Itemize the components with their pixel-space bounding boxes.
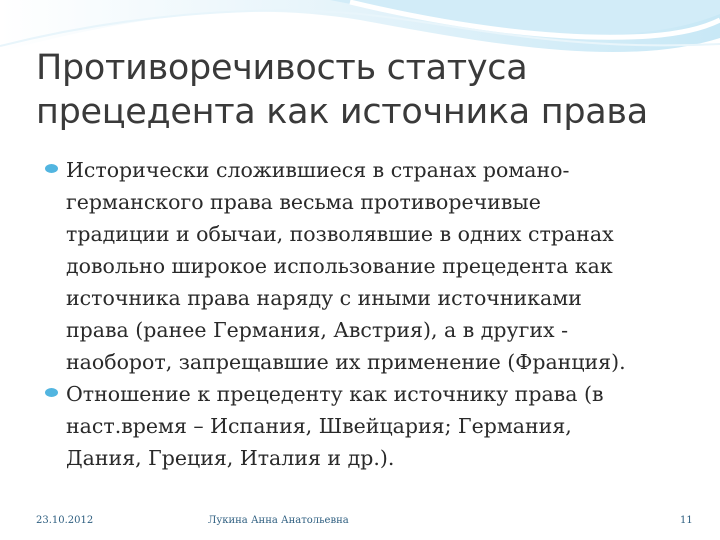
bullet-text: [66, 378, 704, 474]
bullet-line: наст.время – Испания, Швейцария; Германия,: [66, 414, 572, 438]
bullet-text: [66, 154, 704, 378]
page-number: 11: [680, 515, 693, 526]
bullet-line: наоборот, запрещавшие их применение (Франция).: [66, 350, 626, 374]
bullet-line: Отношение к прецеденту как источнику права (в: [66, 382, 604, 406]
slide-title-line: прецедента как источника права: [36, 92, 648, 132]
bullet-line: довольно широкое использование прецедента как: [66, 254, 613, 278]
bullet-list: [44, 154, 704, 474]
bullet-line: традиции и обычаи, позволявшие в одних странах: [66, 222, 614, 246]
footer-author: Лукина Анна Анатольевна: [208, 515, 349, 526]
bullet-line: Исторически сложившиеся в странах романо-: [66, 158, 570, 182]
slide-title: [36, 46, 696, 134]
bullet-icon: [45, 388, 58, 397]
bullet-line: Дания, Греция, Италия и др.).: [66, 446, 395, 470]
bullet-item: [44, 378, 704, 474]
bullet-line: права (ранее Германия, Австрия), а в других -: [66, 318, 569, 342]
bullet-item: [44, 154, 704, 378]
bullet-line: германского права весьма противоречивые: [66, 190, 541, 214]
bullet-line: источника права наряду с иными источниками: [66, 286, 582, 310]
bullet-icon: [45, 164, 58, 173]
footer-date: 23.10.2012: [36, 515, 94, 526]
slide-title-line: Противоречивость статуса: [36, 48, 528, 88]
